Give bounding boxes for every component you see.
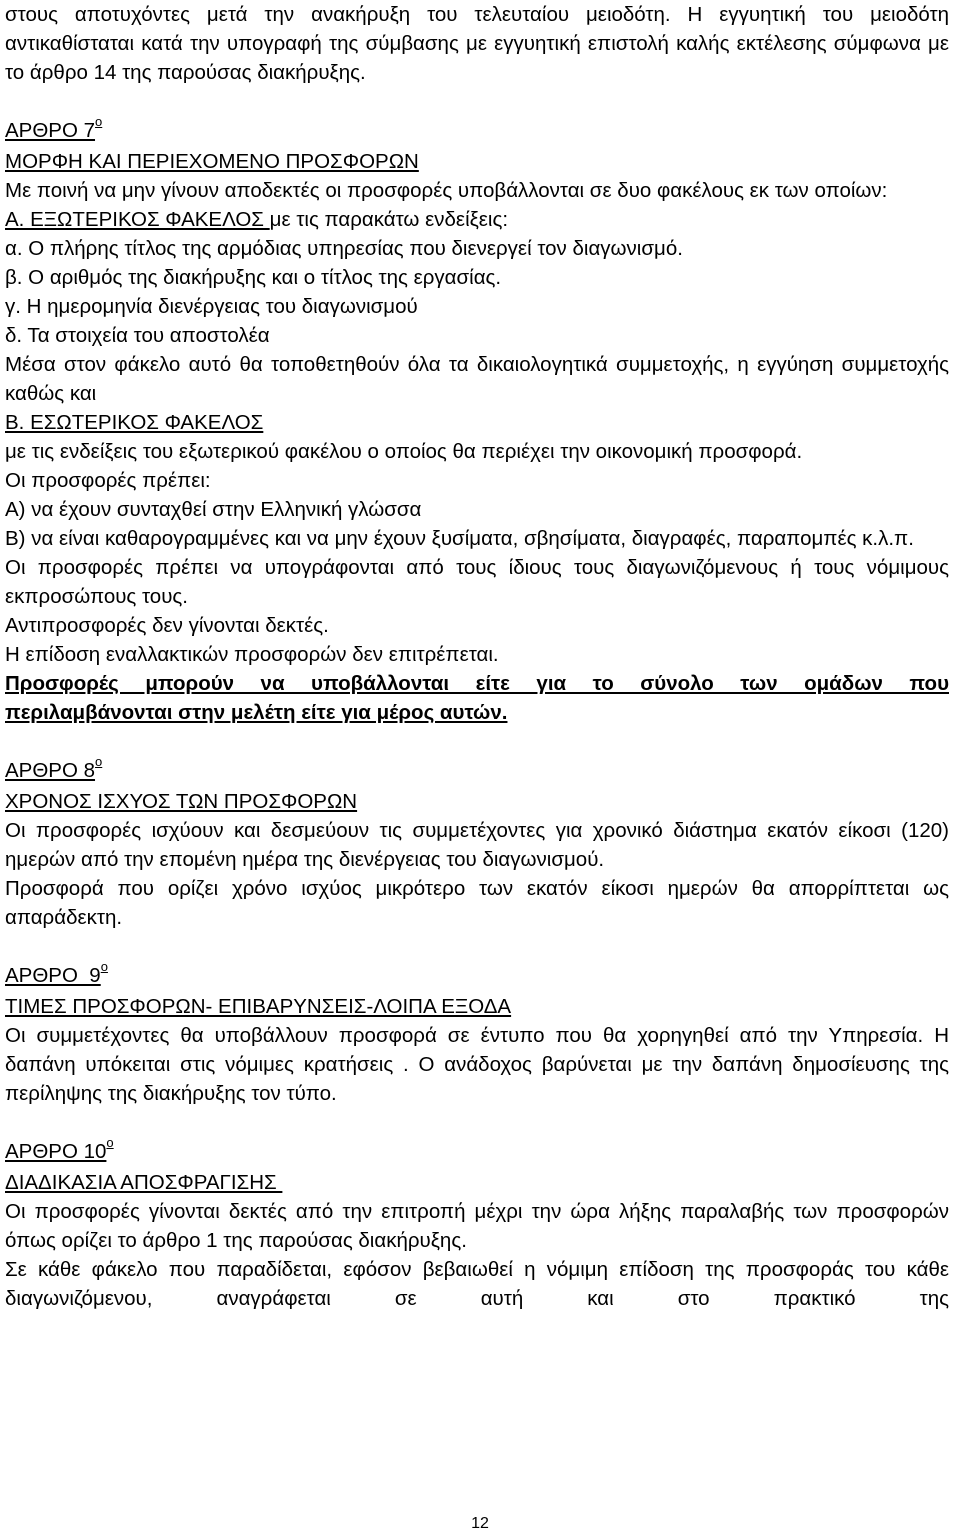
article-9-ordinal: ο [100,959,108,974]
inner-envelope-label: Β. ΕΣΩΤΕΡΙΚΟΣ ΦΑΚΕΛΟΣ [5,411,264,434]
article-10-heading [5,1137,949,1168]
article-7-item-a: α. Ο πλήρης τίτλος της αρμόδιας υπηρεσίας που διενεργεί τον διαγωνισμό. [5,237,683,260]
article-7-para-2: Μέσα στον φάκελο αυτό θα τοποθετηθούν όλα τα δικαιολογητικά συμμετοχής, η εγγύηση συμμετοχής καθώς και [5,353,949,405]
article-8-heading [5,756,949,787]
article-7-item-c: γ. Η ημερομηνία διενέργειας του διαγωνισμού [5,295,418,318]
article-7-bold-line-1: Προσφορές μπορούν να υποβάλλονται είτε για το σύνολο των ομάδων που [5,672,949,695]
article-8-title: ΧΡΟΝΟΣ ΙΣΧΥΟΣ ΤΩΝ ΠΡΟΣΦΟΡΩΝ [5,790,358,813]
article-10-heading-text: ΑΡΘΡΟ 10 [5,1140,107,1163]
article-9-title: ΤΙΜΕΣ ΠΡΟΣΦΟΡΩΝ- ΕΠΙΒΑΡΥΝΣΕΙΣ-ΛΟΙΠΑ ΕΞΟΔΑ [5,995,512,1018]
article-10-para-1: Οι προσφορές γίνονται δεκτές από την επιτροπή μέχρι την ώρα λήξης παραλαβής των προσφορών όπως ορίζει το άρθρο 1 της παρούσας διακήρυξης. [5,1200,949,1252]
article-10-para-2: Σε κάθε φάκελο που παραδίδεται, εφόσον βεβαιωθεί η νόμιμη επίδοση της προσφοράς του κάθε διαγωνιζόμενου, αναγράφεται σε αυτή και στο πρακτικό της [5,1258,949,1310]
article-7-ordinal: ο [95,114,103,129]
intro-paragraph: στους αποτυχόντες μετά την ανακήρυξη του τελευταίου μειοδότη. Η εγγυητική του μειοδότη αντικαθίσταται κατά την υπογραφή της σύμβασης με εγγυητική επιστολή καλής εκτέλεσης σύμφωνα με το άρθρο 14 της παρούσας διακήρυξης. [5,3,949,84]
article-7-para-3: με τις ενδείξεις του εξωτερικού φακέλου ο οποίος θα περιέχει την οικονομική προσφορά. [5,440,803,463]
article-7-heading [5,116,949,147]
article-7-para-4: Οι προσφορές πρέπει: [5,469,211,492]
page-number: 12 [471,1515,489,1532]
article-8-para-2: Προσφορά που ορίζει χρόνο ισχύος μικρότερο των εκατόν είκοσι ημερών θα απορρίπτεται ως απαράδεκτη. [5,877,949,929]
article-8-ordinal: ο [95,754,103,769]
article-7-requirement-b: Β) να είναι καθαρογραμμένες και να μην έχουν ξυσίματα, σβησίματα, διαγραφές, παραπομπές κ.λ.π. [5,527,914,550]
spacer [5,727,949,756]
outer-envelope-label: Α. ΕΞΩΤΕΡΙΚΟΣ ΦΑΚΕΛΟΣ [5,208,270,231]
article-7-item-b: β. Ο αριθμός της διακήρυξης και ο τίτλος της εργασίας. [5,266,502,289]
spacer [5,932,949,961]
article-7-para-7: Η επίδοση εναλλακτικών προσφορών δεν επιτρέπεται. [5,643,499,666]
article-7-para-5: Οι προσφορές πρέπει να υπογράφονται από τους ίδιους τους διαγωνιζόμενους ή τους νόμιμους εκπροσώπους τους. [5,556,949,608]
document-page [5,0,949,1313]
article-10-ordinal: ο [106,1135,114,1150]
article-9-heading [5,961,949,992]
article-7-inner-envelope [5,408,949,437]
article-9-heading-text: ΑΡΘΡΟ 9 [5,964,101,987]
article-7-outer-envelope [5,205,949,234]
article-7-title: ΜΟΡΦΗ ΚΑΙ ΠΕΡΙΕΧΟΜΕΝΟ ΠΡΟΣΦΟΡΩΝ [5,150,419,173]
article-8-para-1: Οι προσφορές ισχύουν και δεσμεύουν τις συμμετέχοντες για χρονικό διάστημα εκατόν είκοσι (120) ημερών από την επομένη ημέρα της διενέργειας του διαγωνισμού. [5,819,949,871]
article-7-requirement-a: Α) να έχουν συνταχθεί στην Ελληνική γλώσσα [5,498,422,521]
article-10-title: ΔΙΑΔΙΚΑΣΙΑ ΑΠΟΣΦΡΑΓΙΣΗΣ [5,1171,283,1194]
article-8-heading-text: ΑΡΘΡΟ 8 [5,759,96,782]
article-7-item-d: δ. Τα στοιχεία του αποστολέα [5,324,270,347]
article-7-para-1: Με ποινή να μην γίνουν αποδεκτές οι προσφορές υποβάλλονται σε δυο φακέλους εκ των οποίων: [5,179,888,202]
article-9-para-1: Οι συμμετέχοντες θα υποβάλλουν προσφορά σε έντυπο που θα χορηγηθεί από την Υπηρεσία. Η δαπάνη υπόκειται στις νόμιμες κρατήσεις . Ο ανάδοχος βαρύνεται με την δαπάνη δημοσίευσης της περίληψης της διακήρυξης τον τύπο. [5,1024,949,1105]
article-7-bold-line-2: περιλαμβάνονται στην μελέτη είτε για μέρος αυτών. [5,701,508,724]
spacer [5,1108,949,1137]
spacer [5,87,949,116]
article-7-para-6: Αντιπροσφορές δεν γίνονται δεκτές. [5,614,329,637]
outer-envelope-rest: με τις παρακάτω ενδείξεις: [269,208,509,231]
article-7-heading-text: ΑΡΘΡΟ 7 [5,119,96,142]
